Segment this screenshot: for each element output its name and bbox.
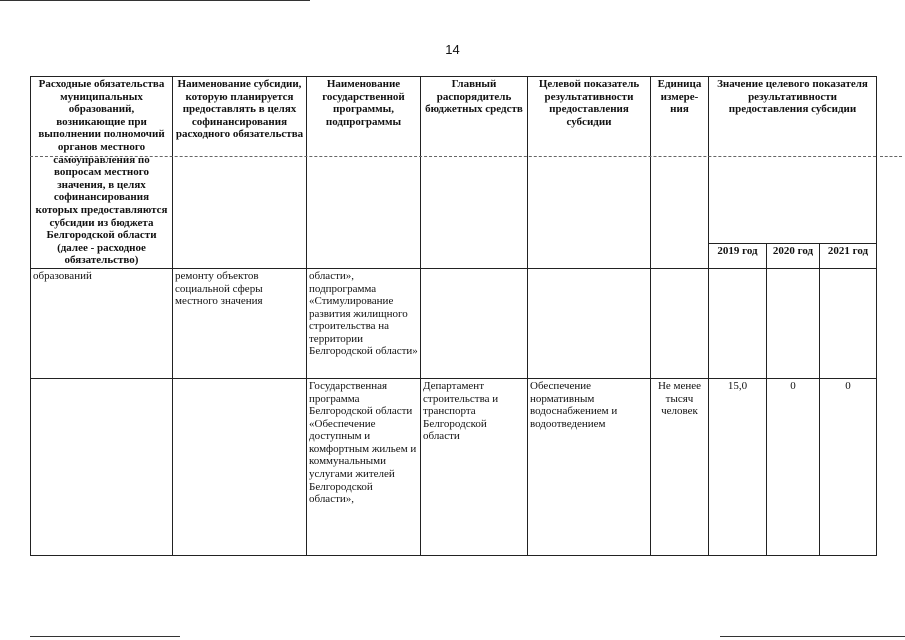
cell-value-2019	[709, 268, 767, 378]
subsidy-table	[30, 76, 877, 556]
table-row	[31, 268, 877, 378]
cell-value-2020: 0	[767, 378, 820, 555]
header-expenditure-obligations: Расходные обязательства муниципальных образований, возникающие при выполнении полномочий органов местного самоуправления по вопросам местного значения, в целях софинансирования которых предоставляются субсидии из бюджета Белгородской области (далее - расходное обязательство)	[31, 77, 173, 269]
cell-manager: Департамент строительства и транспорта Белгородской области	[421, 378, 528, 555]
header-year-2021: 2021 год	[820, 243, 877, 268]
cell-obligation: образований	[31, 268, 173, 378]
scan-edge-bottom-left	[30, 636, 180, 637]
cell-indicator: Обеспечение нормативным водоснабжением и водоотведением	[528, 378, 651, 555]
page-number: 14	[445, 42, 460, 57]
header-program-name: Наименование государственной программы, подпрограммы	[307, 77, 421, 269]
header-target-indicator: Целевой показатель результативности предоставления субсидии	[528, 77, 651, 269]
cell-program: области», подпрограмма «Стимулирование развития жилищного строительства на территории Белгородской области»	[307, 268, 421, 378]
scan-fold-line	[30, 156, 876, 157]
scan-edge-top	[0, 0, 310, 1]
cell-value-2019: 15,0	[709, 378, 767, 555]
scan-fold-line-margin	[880, 156, 902, 157]
cell-unit	[651, 268, 709, 378]
cell-value-2020	[767, 268, 820, 378]
cell-unit: Не менее тысяч человек	[651, 378, 709, 555]
header-year-2019: 2019 год	[709, 243, 767, 268]
header-unit: Единица измере-ния	[651, 77, 709, 269]
cell-value-2021	[820, 268, 877, 378]
cell-obligation	[31, 378, 173, 555]
table-row	[31, 378, 877, 555]
cell-program: Государственная программа Белгородской области «Обеспечение доступным и комфортным жильем и коммунальными услугами жителей Белгородской области»,	[307, 378, 421, 555]
cell-value-2021: 0	[820, 378, 877, 555]
cell-subsidy	[173, 378, 307, 555]
scan-edge-bottom-right	[720, 636, 905, 637]
cell-manager	[421, 268, 528, 378]
header-year-2020: 2020 год	[767, 243, 820, 268]
header-budget-manager: Главный распорядитель бюджетных средств	[421, 77, 528, 269]
cell-subsidy: ремонту объектов социальной сферы местного значения	[173, 268, 307, 378]
cell-indicator	[528, 268, 651, 378]
header-indicator-value: Значение целевого показателя результативности предоставления субсидии	[709, 77, 877, 244]
header-subsidy-name: Наименование субсидии, которую планируется предоставлять в целях софинансирования расходного обязательства	[173, 77, 307, 269]
